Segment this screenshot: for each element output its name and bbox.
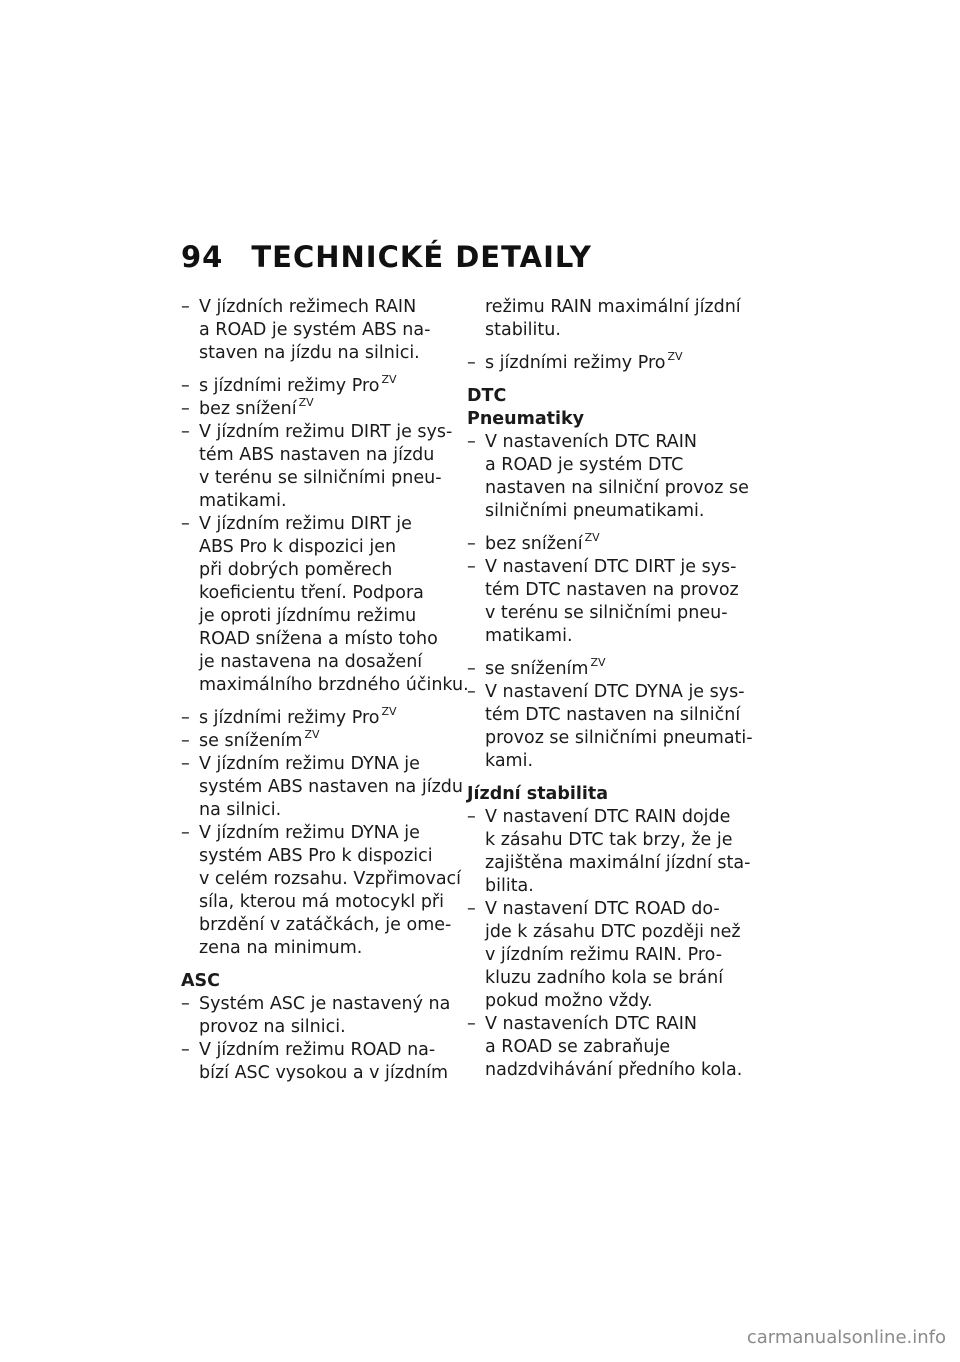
text-line-content: stabilitu. xyxy=(485,320,561,340)
text-line-content: provoz se silničními pneumati- xyxy=(485,728,753,748)
text-line-content: bez snížení xyxy=(485,534,583,554)
text-line-content: s jízdními režimy Pro xyxy=(199,708,380,728)
text-line xyxy=(485,921,739,944)
list-dash: – xyxy=(467,432,476,452)
text-line-content: bilita. xyxy=(485,876,534,896)
section-heading: ASC xyxy=(181,971,220,991)
list-item xyxy=(181,513,469,697)
text-line-content: matikami. xyxy=(485,626,573,646)
list-item xyxy=(467,352,739,375)
text-line-content: nadzdvihávání předního kola. xyxy=(485,1060,743,1080)
text-line xyxy=(485,500,739,523)
text-line xyxy=(199,398,453,421)
text-line-content: systém ABS nastaven na jízdu xyxy=(199,777,463,797)
text-line xyxy=(199,1062,453,1085)
text-line xyxy=(199,342,453,365)
text-line-content: v celém rozsahu. Vzpřimovací xyxy=(199,869,462,889)
text-line xyxy=(199,536,453,559)
text-line-content: kluzu zadního kola se brání xyxy=(485,968,724,988)
list-dash: – xyxy=(467,557,476,577)
list-item xyxy=(181,1039,453,1085)
text-line-content: brzdění v zatáčkách, je ome- xyxy=(199,915,452,935)
text-line-content: V jízdním režimu DYNA je xyxy=(199,823,420,843)
text-line-content: V nastaveních DTC RAIN xyxy=(485,1014,697,1034)
list-item xyxy=(467,533,739,556)
section-heading: DTC xyxy=(467,386,507,406)
text-line xyxy=(199,651,453,674)
list-dash: – xyxy=(181,1040,190,1060)
text-line-content: je nastavena na dosažení xyxy=(199,652,423,672)
zv-superscript: ZV xyxy=(590,656,606,669)
list-item xyxy=(181,730,453,753)
text-line xyxy=(199,513,453,536)
text-line xyxy=(485,658,739,681)
text-line xyxy=(485,829,739,852)
text-line xyxy=(199,605,453,628)
text-line-content: tém ABS nastaven na jízdu xyxy=(199,445,435,465)
page-number: 94 xyxy=(181,240,224,274)
text-line xyxy=(199,467,453,490)
text-line xyxy=(199,776,463,799)
list-item-continuation xyxy=(467,296,739,342)
text-line xyxy=(485,454,739,477)
text-line xyxy=(485,602,739,625)
text-line-content: v jízdním režimu RAIN. Pro- xyxy=(485,945,723,965)
list-item xyxy=(181,993,453,1039)
text-line-content: se snížením xyxy=(199,731,303,751)
text-line xyxy=(199,993,453,1016)
zv-superscript: ZV xyxy=(584,531,600,544)
text-line-content: bez snížení xyxy=(199,399,297,419)
text-line-content: V nastaveních DTC RAIN xyxy=(485,432,697,452)
list-dash: – xyxy=(181,514,190,534)
text-line-content: pokud možno vždy. xyxy=(485,991,653,1011)
zv-superscript: ZV xyxy=(304,728,320,741)
text-line-content: v terénu se silničními pneu- xyxy=(485,603,728,623)
text-line-content: k zásahu DTC tak brzy, že je xyxy=(485,830,733,850)
list-item xyxy=(467,898,739,1013)
text-line-content: provoz na silnici. xyxy=(199,1017,346,1037)
text-line-content: ABS Pro k dispozici jen xyxy=(199,537,397,557)
text-line xyxy=(485,579,739,602)
zv-superscript: ZV xyxy=(667,350,683,363)
list-dash: – xyxy=(467,353,476,373)
list-item xyxy=(181,753,463,822)
list-item xyxy=(181,707,453,730)
text-line xyxy=(199,730,453,753)
text-line xyxy=(485,704,739,727)
list-dash: – xyxy=(467,899,476,919)
text-line xyxy=(485,1059,743,1082)
text-line-content: režimu RAIN maximální jízdní xyxy=(485,297,741,317)
section-heading: Jízdní stabilita xyxy=(467,784,609,804)
text-line-content: zena na minimum. xyxy=(199,938,363,958)
list-dash: – xyxy=(181,708,190,728)
text-line-content: zajištěna maximální jízdní sta- xyxy=(485,853,751,873)
text-line-content: matikami. xyxy=(199,491,287,511)
text-line-content: se snížením xyxy=(485,659,589,679)
list-dash: – xyxy=(181,376,190,396)
list-item xyxy=(467,658,739,681)
text-line-content: V jízdním režimu DYNA je xyxy=(199,754,420,774)
text-line-content: V nastavení DTC ROAD do- xyxy=(485,899,720,919)
text-line-content: s jízdními režimy Pro xyxy=(485,353,666,373)
text-line-content: V nastavení DTC DIRT je sys- xyxy=(485,557,737,577)
list-dash: – xyxy=(181,823,190,843)
list-dash: – xyxy=(181,422,190,442)
text-line-content: v terénu se silničními pneu- xyxy=(199,468,442,488)
text-line-content: silničními pneumatikami. xyxy=(485,501,705,521)
list-item xyxy=(467,806,751,898)
text-line-content: a ROAD je systém DTC xyxy=(485,455,684,475)
text-line xyxy=(199,674,469,697)
list-item xyxy=(467,681,753,773)
text-line xyxy=(199,375,453,398)
text-line-content: síla, kterou má motocykl při xyxy=(199,892,444,912)
text-line xyxy=(485,352,739,375)
text-line-content: a ROAD je systém ABS na- xyxy=(199,320,431,340)
list-item xyxy=(181,822,462,960)
text-line xyxy=(199,707,453,730)
list-dash: – xyxy=(181,731,190,751)
list-item xyxy=(467,1013,743,1082)
text-line-content: kami. xyxy=(485,751,534,771)
text-line xyxy=(485,967,739,990)
text-line-content: V nastavení DTC RAIN dojde xyxy=(485,807,731,827)
text-line-content: a ROAD se zabraňuje xyxy=(485,1037,671,1057)
list-dash: – xyxy=(467,1014,476,1034)
text-line-content: tém DTC nastaven na silniční xyxy=(485,705,741,725)
text-line xyxy=(485,990,739,1013)
list-dash: – xyxy=(467,659,476,679)
page-header xyxy=(181,240,592,274)
text-line xyxy=(199,421,453,444)
list-item xyxy=(181,421,453,513)
text-line-content: ROAD snížena a místo toho xyxy=(199,629,438,649)
text-line xyxy=(485,750,739,773)
list-dash: – xyxy=(467,534,476,554)
text-line xyxy=(485,1013,739,1036)
text-line xyxy=(199,822,453,845)
text-line xyxy=(199,296,453,319)
text-line xyxy=(485,533,739,556)
text-line-content: nastaven na silniční provoz se xyxy=(485,478,749,498)
text-line xyxy=(199,444,453,467)
text-line xyxy=(485,556,739,579)
list-dash: – xyxy=(467,682,476,702)
text-line-content: je oproti jízdnímu režimu xyxy=(199,606,417,626)
text-line-content: V jízdním režimu DIRT je sys- xyxy=(199,422,453,442)
page-title: TECHNICKÉ DETAILY xyxy=(251,240,592,274)
list-dash: – xyxy=(181,994,190,1014)
text-line-content: V jízdním režimu ROAD na- xyxy=(199,1040,436,1060)
text-line xyxy=(199,799,453,822)
list-item xyxy=(467,431,749,523)
list-item xyxy=(467,556,739,648)
text-line-content: s jízdními režimy Pro xyxy=(199,376,380,396)
text-line xyxy=(199,628,453,651)
text-line xyxy=(485,319,739,342)
text-line xyxy=(199,319,453,342)
text-line xyxy=(199,490,453,513)
text-line-content: V nastavení DTC DYNA je sys- xyxy=(485,682,745,702)
text-line-content: na silnici. xyxy=(199,800,282,820)
text-line xyxy=(485,852,751,875)
text-line xyxy=(199,1016,453,1039)
text-line-content: systém ABS Pro k dispozici xyxy=(199,846,433,866)
text-line xyxy=(485,296,739,319)
list-dash: – xyxy=(467,807,476,827)
text-line xyxy=(199,582,453,605)
text-line xyxy=(485,727,753,750)
list-item xyxy=(181,296,453,365)
text-line xyxy=(485,875,739,898)
zv-superscript: ZV xyxy=(381,705,397,718)
watermark: carmanualsonline.info xyxy=(746,1327,946,1348)
text-line-content: maximálního brzdného účinku. xyxy=(199,675,469,695)
list-dash: – xyxy=(181,754,190,774)
text-line-content: V jízdním režimu DIRT je xyxy=(199,514,412,534)
text-line-content: Systém ASC je nastavený na xyxy=(199,994,451,1014)
text-line xyxy=(199,559,453,582)
zv-superscript: ZV xyxy=(381,373,397,386)
text-line xyxy=(485,625,739,648)
text-line-content: při dobrých poměrech xyxy=(199,560,393,580)
text-line xyxy=(485,806,739,829)
text-line xyxy=(485,431,739,454)
text-line xyxy=(485,1036,739,1059)
text-line-content: koeficientu tření. Podpora xyxy=(199,583,424,603)
text-line-content: V jízdních režimech RAIN xyxy=(199,297,417,317)
right-column xyxy=(467,296,753,1082)
text-line xyxy=(199,868,462,891)
text-line xyxy=(199,845,453,868)
text-line xyxy=(485,898,739,921)
section-heading: Pneumatiky xyxy=(467,409,585,429)
text-line xyxy=(199,891,453,914)
text-line xyxy=(199,753,453,776)
text-line-content: staven na jízdu na silnici. xyxy=(199,343,420,363)
text-line xyxy=(199,914,453,937)
text-line-content: tém DTC nastaven na provoz xyxy=(485,580,739,600)
zv-superscript: ZV xyxy=(298,396,314,409)
text-line-content: bízí ASC vysokou a v jízdním xyxy=(199,1063,449,1083)
list-dash: – xyxy=(181,297,190,317)
text-line xyxy=(199,937,453,960)
list-dash: – xyxy=(181,399,190,419)
text-line xyxy=(485,944,739,967)
text-line xyxy=(199,1039,453,1062)
list-item xyxy=(181,375,453,398)
text-line xyxy=(485,681,745,704)
text-line-content: jde k zásahu DTC později než xyxy=(485,922,741,942)
list-item xyxy=(181,398,453,421)
left-column xyxy=(181,296,469,1085)
text-line xyxy=(485,477,749,500)
